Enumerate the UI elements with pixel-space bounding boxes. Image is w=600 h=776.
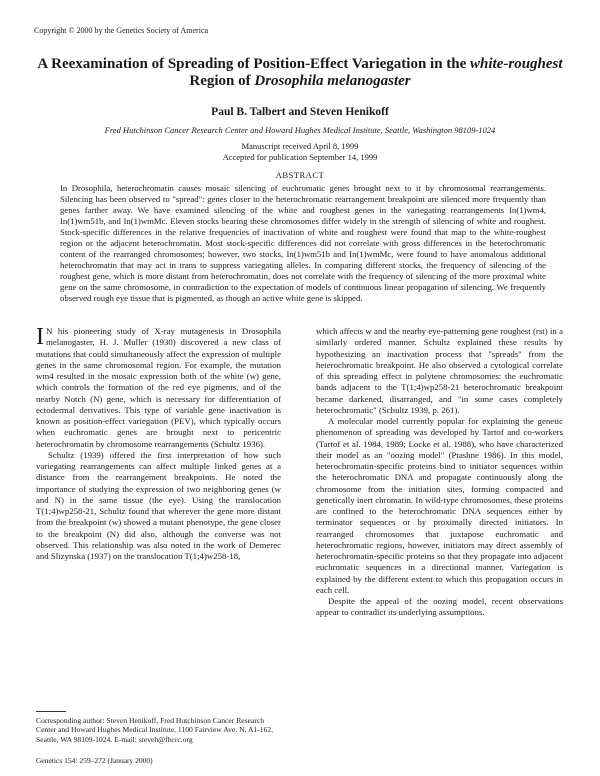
left-column	[36, 326, 281, 562]
corresponding-author-footnote: Corresponding author: Steven Henikoff, Fred Hutchinson Cancer Research Center and Howard Hughes Medical Institute, 1100 Fairview Ave. N, A1-162, Seattle, WA 98109-1024. E-mail: steveh@fhcrc.org	[36, 716, 274, 744]
title-italic2: Drosophila melanogaster	[254, 73, 411, 89]
drop-cap: I	[36, 324, 44, 350]
copyright-line: Copyright © 2000 by the Genetics Society of America	[34, 26, 209, 35]
footnote-rule	[36, 711, 66, 712]
title-part2: Region of	[189, 73, 255, 89]
journal-footer: Genetics 154: 259–272 (January 2000)	[36, 756, 153, 765]
authors: Paul B. Talbert and Steven Henikoff	[211, 106, 389, 118]
paper-title	[20, 56, 580, 90]
title-part1: A Reexamination of Spreading of Position-Effect Variegation in the	[37, 56, 471, 72]
received-date: Manuscript received April 8, 1999	[241, 141, 359, 151]
right-paragraph-1: which affects w and the nearby eye-patterning gene roughest (rst) in a similarly ordered manner. Schultz explained these results by hypothesizing an inactivation process that "spreads" from the heterochromatic breakpoint. He also observed a cytological correlate of this spreading effect in polytene chromosomes: the euchromatic bands adjacent to the T(1;4)wp258-21 heterochromatic breakpoint became darkened, disarranged, and "in some cases completely heterochromatic" (Schultz 1939, p. 261).	[316, 326, 563, 415]
abstract-heading: ABSTRACT	[275, 170, 325, 180]
abstract-body: In Drosophila, heterochromatin causes mosaic silencing of euchromatic genes brought next to it by chromosomal rearrangements. Silencing has been observed to "spread": genes closer to the heterochromatic rearrangement breakpoint are silenced more frequently than genes farther away. We have examined silencing of the white and roughest genes in the variegating rearrangements In(1)wm4, In(1)wm51b, and In(1)wmMc. Eleven stocks bearing these chromosomes differ widely in the strength of silencing of white and roughest. Stock-specific differences in the relative frequencies of inactivation of white and roughest were found that map to the white-roughest region or the adjacent heterochromatin. Most stock-specific differences did not correlate with gross differences in the heterochromatic content of the rearranged chromosomes; however, two stocks, In(1)wm51b and In(1)wmMc, were found to have anomalous additional heterochromatin that may act in trans to suppress variegating alleles. In comparing different stocks, the frequency of silencing of the roughest gene, which is more distant from heterochromatin, does not correlate with the frequency of silencing of the more proximal white gene on the same chromosome, in contradiction to the expectation of models of continuous linear propagation of silencing. We frequently observed rough eye tissue that is pigmented, as though an active white gene is skipped.	[60, 183, 546, 303]
title-italic1: white-roughest	[470, 56, 563, 72]
intro-paragraph-1-text: N his pioneering study of X-ray mutagenesis in Drosophila melanogaster, H. J. Muller (1930) discovered a new class of mutations that could simultaneously affect the expression of multiple genes in the same chromosomal region. For example, the mutation wm4 resulted in the mosaic expression both of the white (w) gene, which controls the formation of the red eye pigments, and of the nearby Notch (N) gene, which is necessary for differentiation of ectodermal derivatives. This type of variable gene inactivation is known as position-effect variegation (PEV), which typically occurs when euchromatic genes are brought next to pericentric heterochromatin by chromosome rearrangements (Schultz 1936).	[36, 326, 281, 449]
intro-paragraph-2: Schultz (1939) offered the first interpretation of how such variegating rearrangements can affect multiple linked genes at a distance from the rearrangement breakpoints. He noted the importance of studying the expression of two neighboring genes (w and N) in the same tissue (the eye). Using the translocation T(1;4)wp258-21, Schultz found that wherever the gene more distant from the breakpoint (w) showed a mutant phenotype, the gene closer to the breakpoint (N) did also, although the converse was not observed. This relationship was also noted in the work of Demerec and Slizynska (1937) on the translocation T(1;4)w258-18,	[36, 449, 281, 561]
accepted-date: Accepted for publication September 14, 1999	[222, 152, 378, 162]
intro-paragraph-1	[36, 326, 281, 450]
right-paragraph-2: A molecular model currently popular for explaining the genetic phenomenon of spreading was developed by Tartof and co-workers (Tartof et al. 1984, 1989; Locke et al. 1988), who have characterized their model as an "oozing model" (Ptashne 1986). In this model, heterochromatin-specific proteins bind to initiator sequences within the heterochromatic DNA and propagate continuously along the chromosome from the initiation sites, forming compacted and genetically inert chromatin. In wild-type chromosomes, these proteins are confined to the heterochromatic DNA sequences either by terminator sequences or by proximally directed initiators. In rearranged chromosomes that juxtapose euchromatic and heterochromatic regions, however, initiators may direct assembly of heterochromatin-specific proteins so that they propagate into adjacent euchromatic sequences in a directional manner. Variegation is explained by the different extent to which this propagation occurs in each cell.	[316, 416, 563, 595]
right-paragraph-3: Despite the appeal of the oozing model, recent observations appear to contradict its underlying assumptions.	[316, 596, 563, 618]
affiliation: Fred Hutchinson Cancer Research Center and Howard Hughes Medical Institute, Seattle, Washington 98109-1024	[104, 125, 496, 135]
right-column	[316, 326, 563, 619]
